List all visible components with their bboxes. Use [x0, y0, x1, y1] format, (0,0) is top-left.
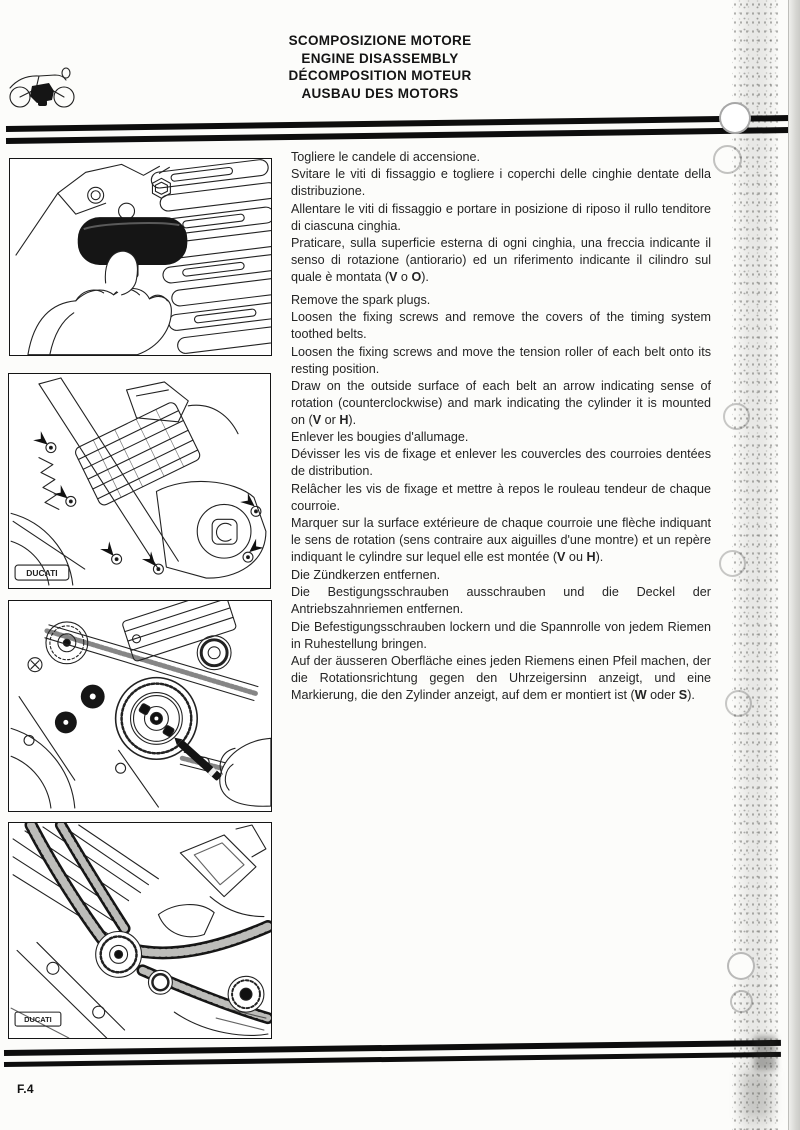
- tension-roller: [197, 636, 231, 670]
- marker-pen: [172, 735, 222, 782]
- paragraph: Enlever les bougies d'allumage.: [291, 430, 469, 444]
- page-number: F.4: [17, 1082, 34, 1096]
- paragraph: Dévisser les vis de fixage et enlever les couvercles des courroies dentées de distribution.: [291, 447, 711, 479]
- binder-hole: [723, 403, 750, 430]
- screw-arrows: [33, 431, 264, 570]
- title-line-fr: DÉCOMPOSITION MOTEUR: [288, 68, 472, 83]
- figure-belt-cover-screws: [8, 373, 271, 589]
- paragraph: Svitare le viti di fissaggio e togliere i coperchi delle cinghie dentate della distribuzione.: [291, 167, 711, 199]
- scan-smudge: [754, 1036, 776, 1070]
- title-line-it: SCOMPOSIZIONE MOTORE: [288, 33, 472, 48]
- text-block-english: [291, 292, 711, 430]
- brand-label: DUCATI: [26, 568, 58, 579]
- paragraph: Togliere le candele di accensione.: [291, 150, 481, 164]
- cylinder-fins: [74, 401, 202, 507]
- binder-hole: [727, 952, 755, 980]
- paragraph: Loosen the fixing screws and move the tension roller of each belt onto its resting position.: [291, 344, 711, 376]
- paragraph: Marquer sur la surface extérieure de chaque courroie une flèche indiquant le sens de rotation (sens contraire aux aiguilles d'une montre) et un repère indiquant le cylindre sur lequel elle est montée (V ou H).: [291, 516, 711, 565]
- binder-hole: [713, 145, 742, 174]
- title-line-de: AUSBAU DES MOTORS: [301, 85, 459, 101]
- paragraph: Die Zündkerzen entfernen.: [291, 568, 441, 582]
- paragraph: Allentare le viti di fissaggio e portare in posizione di riposo il rullo tenditore di ciascuna cinghia.: [291, 201, 711, 233]
- text-block-italian: [291, 149, 711, 287]
- motorcycle-icon: [5, 62, 79, 112]
- text-block-french: [291, 429, 711, 567]
- binder-hole: [719, 550, 746, 577]
- binder-hole: [730, 990, 753, 1013]
- figure-belts-on-pulleys: [8, 822, 272, 1039]
- page-title: [240, 32, 520, 102]
- brand-label: DUCATI: [24, 1015, 52, 1025]
- paragraph: Auf der äusseren Oberfläche eines jeden Riemens einen Pfeil machen, der die Rotationsrichtung gegen den Uhrzeigersinn anzeigt, und eine Markierung, die den Zylinder anzeigt, auf dem er montiert ist (W oder S).: [291, 654, 711, 703]
- idler-rollers: [55, 685, 105, 734]
- text-block-german: [291, 567, 711, 705]
- hand: [220, 738, 271, 806]
- paragraph: Remove the spark plugs.: [291, 293, 431, 307]
- scan-edge-strip: [788, 0, 800, 1130]
- footer-rule-bottom: [4, 1052, 781, 1067]
- hand: [28, 251, 171, 355]
- paragraph: Die Bestigungsschrauben ausschrauben und die Deckel der Antriebszahnriemen entfernen.: [291, 585, 711, 617]
- paragraph: Die Befestigungsschrauben lockern und die Spannrolle von jedem Riemen in Ruhestellung bringen.: [291, 619, 711, 651]
- paragraph: Draw on the outside surface of each belt an arrow indicating sense of rotation (counterclockwise) and mark indicating the cylinder it is mounted on (V or H).: [291, 379, 711, 428]
- paragraph: Loosen the fixing screws and remove the covers of the timing system toothed belts.: [291, 310, 711, 342]
- paragraph: Relâcher les vis de fixage et mettre à repos le rouleau tendeur de chaque courroie.: [291, 481, 711, 513]
- engine-cases: [127, 382, 266, 578]
- title-line-en: ENGINE DISASSEMBLY: [301, 50, 459, 66]
- paragraph: Praticare, sulla superficie esterna di ogni cinghia, una freccia indicante il senso di rotazione (antiorario) ed un riferimento indicante il cilindro sul quale è montata (V o O).: [291, 236, 711, 285]
- figure-belt-marking: [8, 600, 272, 812]
- brand-box: [15, 565, 69, 580]
- fixing-screws: [46, 443, 261, 574]
- figure-spark-plug-removal: [9, 158, 272, 356]
- binder-hole: [725, 690, 752, 717]
- scan-smudge: [742, 1072, 772, 1118]
- binder-hole: [719, 102, 751, 134]
